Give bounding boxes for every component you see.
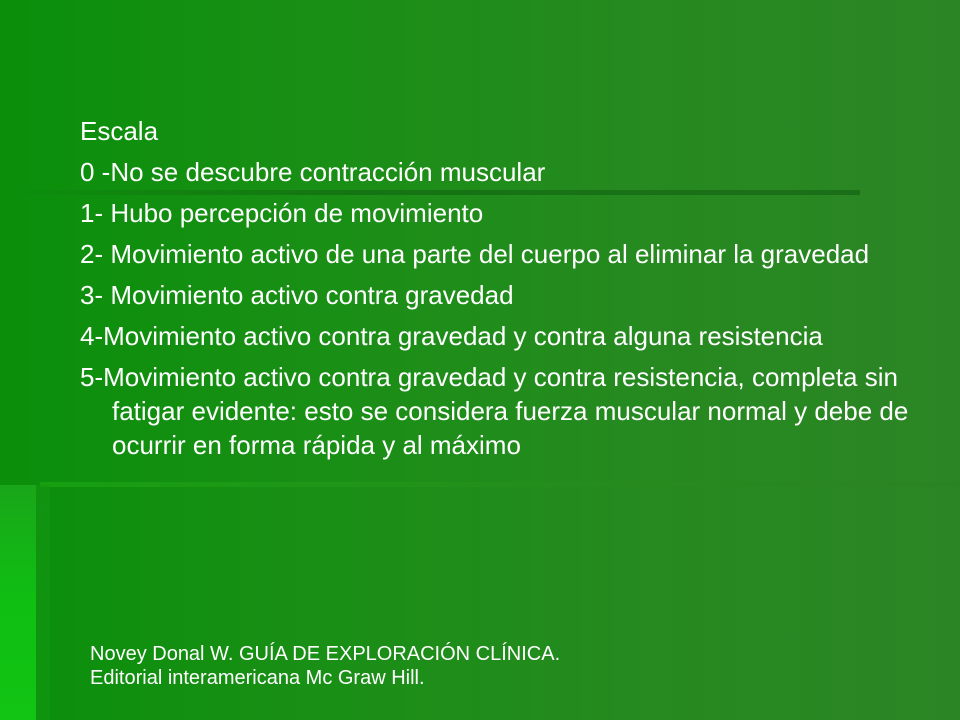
scale-item-5: 5-Movimiento activo contra gravedad y contra resistencia, completa sin fatigar evidente: esto se considera fuerza muscular normal y debe de ocurrir en forma rápida y al máximo <box>80 362 909 460</box>
reference-line-2: Editorial interamericana Mc Graw Hill. <box>90 667 425 689</box>
reference-citation <box>90 642 560 690</box>
scale-item-1: 1- Hubo percepción de movimiento <box>80 198 484 228</box>
decorative-left-bar-shadow <box>36 485 50 720</box>
scale-title: Escala <box>80 116 159 146</box>
decorative-left-bar <box>0 485 36 720</box>
scale-item-2: 2- Movimiento activo de una parte del cuerpo al eliminar la gravedad <box>80 239 870 269</box>
scale-item-3: 3- Movimiento activo contra gravedad <box>80 280 514 310</box>
scale-item-4: 4-Movimiento activo contra gravedad y contra alguna resistencia <box>80 321 823 351</box>
reference-line-1: Novey Donal W. GUÍA DE EXPLORACIÓN CLÍNICA. <box>90 643 561 665</box>
decorative-band-bottom <box>40 482 960 487</box>
slide-body <box>80 114 920 469</box>
scale-item-0: 0 -No se descubre contracción muscular <box>80 157 546 187</box>
